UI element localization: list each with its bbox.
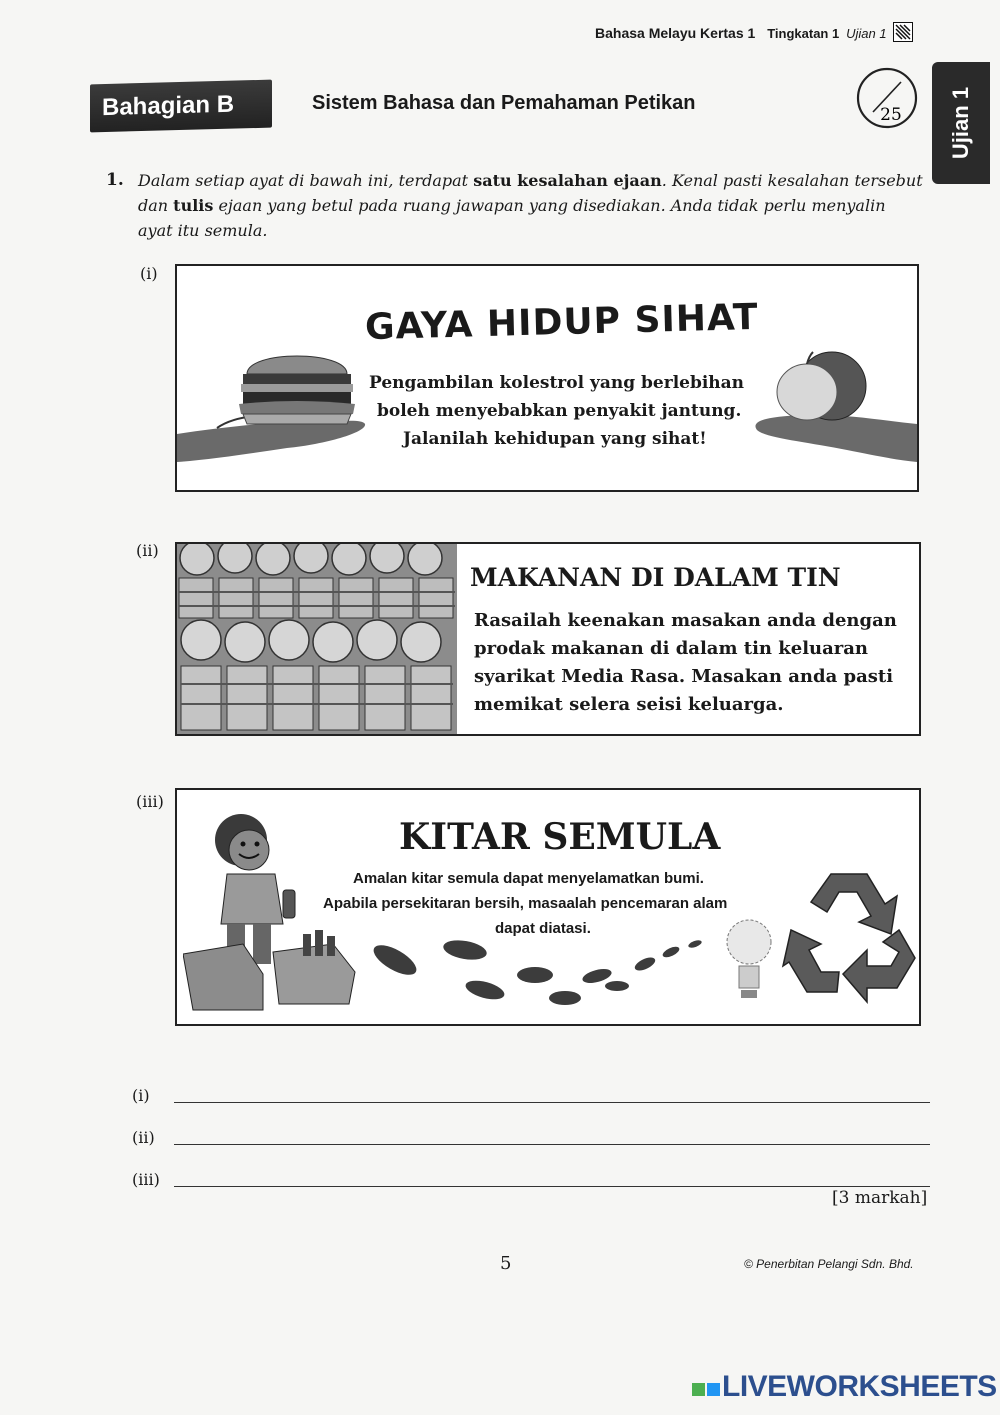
instruction-text: ejaan yang betul pada ruang jawapan yang disediakan. Anda tidak perlu menyalin ayat itu semula. — [138, 196, 886, 240]
notice-line: Rasailah keenakan masakan anda dengan — [474, 610, 897, 631]
notice-line: Apabila persekitaran bersih, masaalah pencemaran alam — [323, 895, 728, 912]
recycle-icon — [781, 860, 917, 1004]
side-tab-label: Ujian 1 — [948, 86, 973, 160]
question-number: 1. — [106, 170, 124, 190]
answer-input-iii[interactable] — [174, 1162, 930, 1187]
notice-title: GAYA HIDUP SIHAT — [364, 296, 760, 349]
total-marks: 25 — [880, 105, 902, 125]
marks-note: [3 markah] — [832, 1188, 928, 1208]
instruction-bold: tulis — [173, 196, 214, 215]
logo-block-icon — [692, 1383, 705, 1396]
liveworksheets-logo — [692, 1370, 997, 1404]
subject-label: Bahasa Melayu Kertas 1 — [595, 25, 756, 41]
notice-title: KITAR SEMULA — [399, 816, 721, 858]
notice-line: Jalanilah kehidupan yang sihat! — [403, 429, 707, 449]
publisher-credit: © Penerbitan Pelangi Sdn. Bhd. — [744, 1257, 914, 1271]
answer-label: (ii) — [132, 1128, 155, 1147]
notice-line: boleh menyebabkan penyakit jantung. — [377, 401, 742, 421]
section-badge: Bahagian B — [90, 80, 272, 133]
instruction-bold: satu kesalahan ejaan — [473, 171, 662, 190]
watermark-text: LIVEWORKSHEETS — [722, 1370, 997, 1403]
answer-label: (i) — [132, 1086, 150, 1105]
canned-food-stack-icon — [177, 544, 457, 734]
logo-block-icon — [707, 1383, 720, 1396]
running-header — [595, 22, 913, 42]
notice-line: dapat diatasi. — [495, 920, 591, 937]
exam-label: Ujian 1 — [846, 26, 887, 41]
instruction-text: Dalam setiap ayat di bawah ini, terdapat — [138, 171, 474, 190]
instruction-text: . Kenal pasti kesalahan tersebut dan — [138, 171, 923, 215]
answer-input-ii[interactable] — [174, 1120, 930, 1145]
hand-holding-apple-icon — [747, 346, 917, 466]
notice-title: MAKANAN DI DALAM TIN — [470, 563, 841, 592]
page-number: 5 — [500, 1253, 512, 1274]
notice-line: Pengambilan kolestrol yang berlebihan — [369, 373, 745, 393]
section-title: Sistem Bahasa dan Pemahaman Petikan — [312, 92, 696, 114]
notice-line: memikat selera seisi keluarga. — [474, 694, 784, 715]
item-label: (ii) — [136, 541, 159, 560]
answer-input-i[interactable] — [174, 1078, 930, 1103]
total-marks-circle — [855, 66, 919, 130]
notice-line: Amalan kitar semula dapat menyelamatkan bumi. — [353, 870, 704, 887]
notice-box-recycling — [175, 788, 921, 1026]
notice-line: syarikat Media Rasa. Masakan anda pasti — [474, 666, 894, 687]
publisher-mark-icon — [893, 22, 913, 42]
side-tab — [932, 62, 990, 184]
notice-box-healthy-living — [175, 264, 919, 492]
notice-line: prodak makanan di dalam tin keluaran — [474, 638, 869, 659]
answer-label: (iii) — [132, 1170, 160, 1189]
footprints-icon — [365, 930, 745, 1010]
notice-box-canned-food — [175, 542, 921, 736]
hand-holding-burger-icon — [177, 336, 367, 466]
lightbulb-icon — [725, 914, 773, 1004]
item-label: (iii) — [136, 792, 164, 811]
question-instructions — [138, 168, 923, 243]
level-label: Tingkatan 1 — [767, 26, 840, 41]
item-label: (i) — [140, 264, 158, 283]
